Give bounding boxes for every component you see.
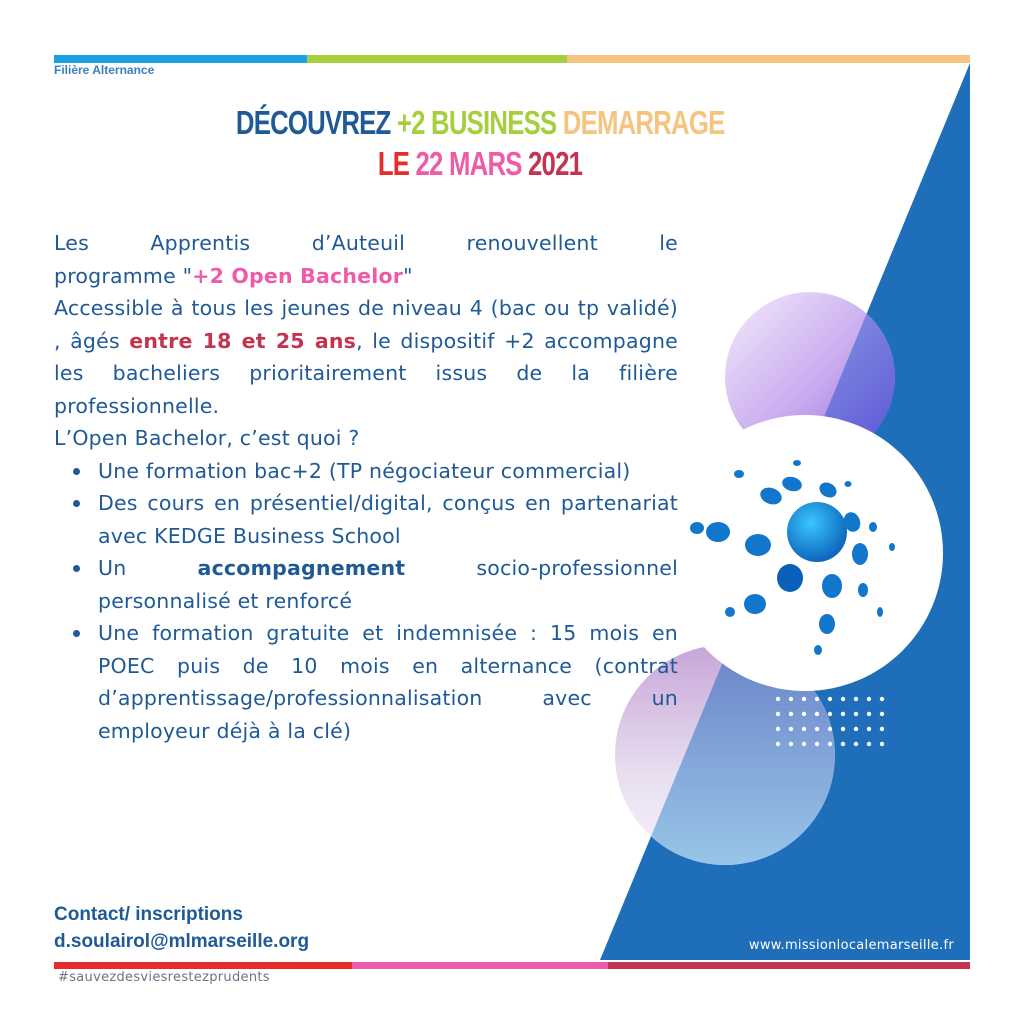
list-item-text: Une formation bac+2 (TP négociateur commercial) (98, 458, 631, 483)
list-item-bold: accompagnement (197, 556, 406, 580)
title-line-2 (0, 145, 960, 183)
list-item-text: Un (98, 556, 198, 580)
eligibility-paragraph (54, 292, 678, 422)
program-name: +2 Open Bachelor (192, 263, 404, 288)
title-word-demarrage: DEMARRAGE (562, 104, 725, 141)
list-item-text: Des cours en présentiel/digital, conçus en partenariat avec KEDGE Business School (98, 491, 678, 548)
title-word-plus2: +2 (396, 104, 425, 141)
intro-text: programme " (54, 263, 193, 288)
intro-line-1: Les Apprentis d’Auteuil renouvellent le (54, 231, 678, 255)
list-item-text: socio-professionnel personnalisé et renforcé (98, 556, 678, 613)
bullet-icon (73, 565, 80, 572)
eligibility-text-b: , le dispositif +2 accompagne les bacheliers prioritairement issus de la filière professionnelle. (54, 328, 678, 418)
intro-line-2 (54, 260, 678, 293)
title-word-le: LE (377, 145, 410, 182)
body-text (54, 227, 678, 747)
list-item (98, 455, 678, 488)
title-line-1 (0, 104, 960, 142)
intro-quote: " (403, 263, 413, 288)
bullet-icon (73, 630, 80, 637)
question-line: L’Open Bachelor, c’est quoi ? (54, 426, 360, 450)
age-range: entre 18 et 25 ans (129, 328, 357, 353)
title-word-decouvrez: DÉCOUVREZ (235, 104, 391, 141)
list-item (98, 617, 678, 747)
title-word-business: BUSINESS (430, 104, 557, 141)
top-color-stripe (54, 55, 970, 63)
website-link[interactable]: www.missionlocalemarseille.fr (748, 938, 954, 953)
contact-email[interactable]: d.soulairol@mlmarseille.org (54, 931, 310, 952)
bullet-icon (73, 468, 80, 475)
eligibility-text-a: Accessible à tous les jeunes de niveau 4 (bac ou tp validé) , âgés (54, 296, 678, 353)
list-item (98, 552, 678, 617)
bottom-color-stripe (54, 962, 970, 969)
contact-block (54, 901, 309, 955)
hashtag: #sauvezdesviesrestezprudents (58, 970, 270, 985)
features-list (54, 455, 678, 748)
list-item-text: Une formation gratuite et indemnisée : 15 mois en POEC puis de 10 mois en alternance (contrat d’apprentissage/professionnalisation avec un employeur déjà à la clé) (98, 621, 678, 743)
title-word-year: 2021 (528, 145, 583, 182)
filiere-tag: Filière Alternance (54, 63, 155, 77)
title-word-date: 22 MARS (415, 145, 522, 182)
list-item (98, 487, 678, 552)
contact-label: Contact/ inscriptions (54, 904, 243, 925)
bullet-icon (73, 500, 80, 507)
